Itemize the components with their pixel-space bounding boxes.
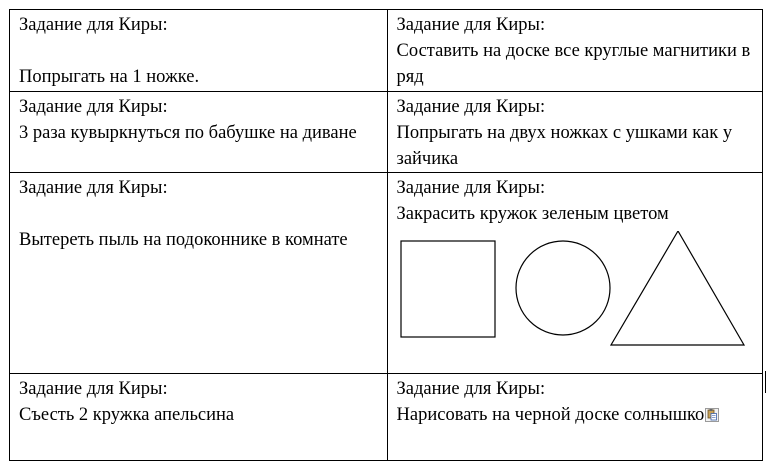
empty-line bbox=[19, 38, 378, 64]
task-cell[interactable] bbox=[10, 92, 388, 173]
task-cell[interactable] bbox=[387, 173, 762, 374]
task-title: Задание для Киры: bbox=[19, 379, 168, 399]
task-text: Попрыгать на 1 ножке. bbox=[19, 67, 200, 87]
task-text: Нарисовать на черной доске солнышко bbox=[396, 405, 705, 425]
table-row bbox=[10, 92, 763, 173]
task-text: Попрыгать на двух ножках с ушками как у зайчика bbox=[396, 123, 733, 169]
task-cell[interactable] bbox=[387, 92, 762, 173]
task-text-wrapper bbox=[397, 402, 753, 430]
triangle-shape[interactable] bbox=[611, 231, 744, 345]
task-title: Задание для Киры: bbox=[19, 97, 168, 117]
task-title: Задание для Киры: bbox=[396, 379, 546, 399]
task-text: 3 раза кувыркнуться по бабушке на диване bbox=[19, 123, 357, 143]
task-title: Задание для Киры: bbox=[19, 178, 168, 198]
task-table bbox=[9, 9, 763, 461]
task-title: Задание для Киры: bbox=[396, 178, 546, 198]
table-row bbox=[10, 173, 763, 374]
task-text: Закрасить кружок зеленым цветом bbox=[396, 204, 669, 224]
table-row bbox=[10, 374, 763, 461]
task-cell[interactable] bbox=[387, 374, 762, 461]
task-cell[interactable] bbox=[10, 374, 388, 461]
task-text: Составить на доске все круглые магнитики в ряд bbox=[396, 41, 751, 87]
table-row bbox=[10, 10, 763, 92]
task-title: Задание для Киры: bbox=[396, 15, 546, 35]
shapes-drawing bbox=[394, 231, 746, 353]
task-cell[interactable] bbox=[387, 10, 762, 92]
paste-options-icon[interactable] bbox=[705, 404, 719, 430]
square-shape[interactable] bbox=[401, 241, 495, 337]
task-text: Вытереть пыль на подоконнике в комнате bbox=[19, 230, 348, 250]
circle-shape[interactable] bbox=[516, 241, 610, 335]
task-cell[interactable] bbox=[10, 173, 388, 374]
task-title: Задание для Киры: bbox=[19, 15, 168, 35]
task-title: Задание для Киры: bbox=[396, 97, 546, 117]
text-cursor bbox=[765, 371, 766, 393]
task-text: Съесть 2 кружка апельсина bbox=[19, 405, 235, 425]
task-cell[interactable] bbox=[10, 10, 388, 92]
empty-line bbox=[19, 201, 378, 227]
